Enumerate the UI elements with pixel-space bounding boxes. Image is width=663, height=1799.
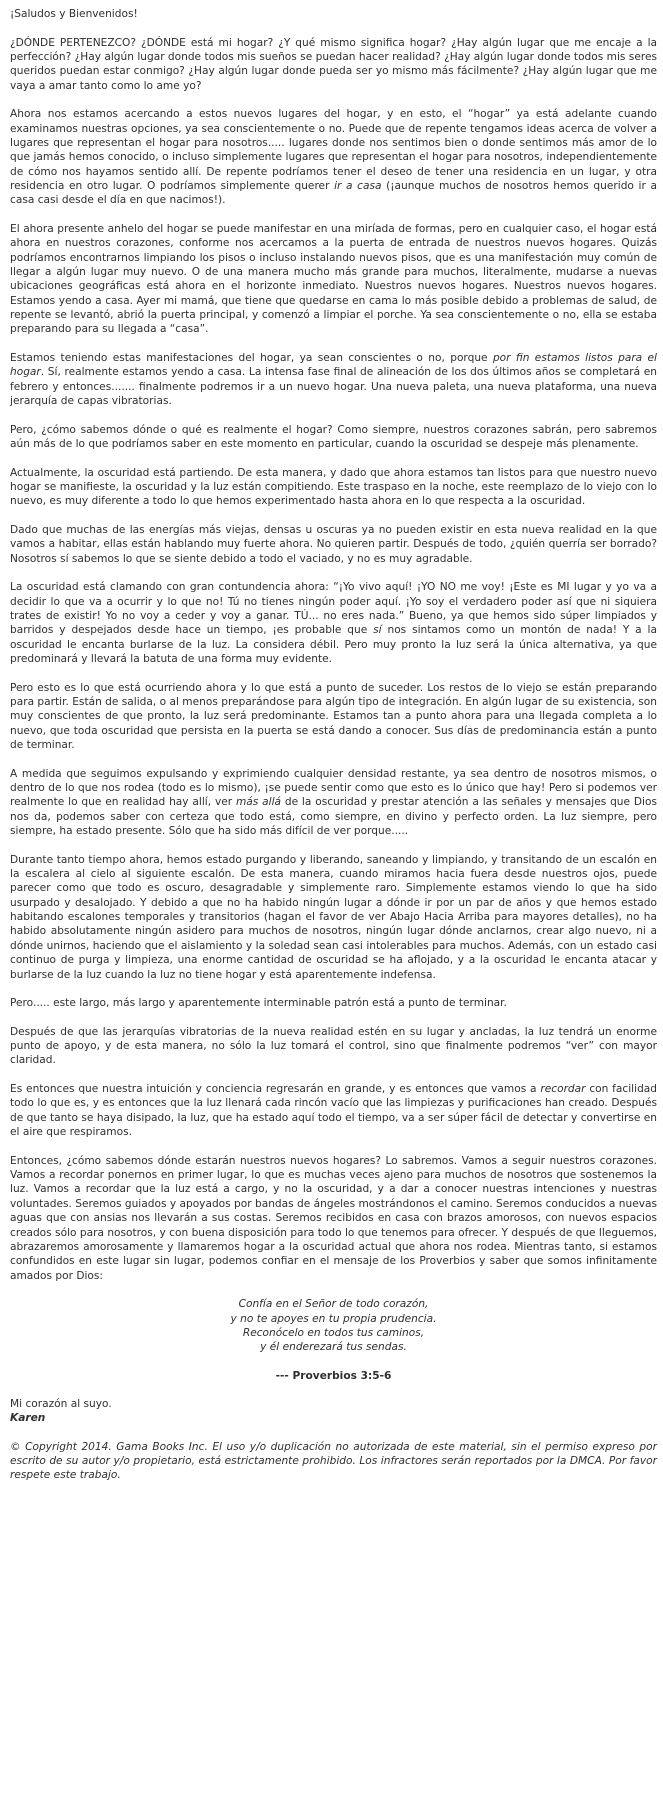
paragraph-15: Entonces, ¿cómo sabemos dónde estarán nuestros nuevos hogares? Lo sabremos. Vamos a seguir nuestros corazones. Vamos a recordar ponernos en primer lugar, lo que es muchas veces ajeno para muchos de nosotros que sostenemos la luz. Vamos a recordar que la luz está a cargo, y no la oscuridad, y a dar a conocer nuestras intenciones y nuestras voluntades. Seremos guiados y apoyados por bandas de ángeles mostrándonos el camino. Seremos conducidos a nuevas aguas que con ansias nos llevarán a sus costas. Seremos recibidos en casa con brazos amorosos, con nuevos espacios creados sólo para nosotros, y con buena disposición para todo lo que tenemos para ofrecer. Y después de que lleguemos, abrazaremos amorosamente y llamaremos hogar a la oscuridad actual que ahora nos rodea. Mientras tanto, si estamos confundidos en este lugar sin lugar, podemos confiar en el mensaje de los Proverbios y saber que somos infinitamente amados por Dios: — [10, 1154, 657, 1282]
paragraph-5: Pero, ¿cómo sabemos dónde o qué es realmente el hogar? Como siempre, nuestros corazones sabrán, pero sabremos aún más de lo que podríamos saber en este momento en particular, cuando la oscuridad se despeje más plenamente. — [10, 423, 657, 451]
paragraph-7: Dado que muchas de las energías más viejas, densas u oscuras ya no pueden existir en esta nueva realidad en la que vamos a habitar, ellas están hablando muy fuerte ahora. No quieren partir. Después de todo, ¿quién querría ser borrado? Nosotros sí sabemos lo que se siente debido a todo el vaciado, y no es muy agradable. — [10, 524, 657, 565]
paragraph-14: Es entonces que nuestra intuición y conciencia regresarán en grande, y es entonces que vamos a recordar con facilidad todo lo que es, y es entonces que la luz llenará cada rincón vacío que las limpiezas y purificaciones han creado. Después de que tanto se haya disipado, la luz, que ha estado aquí todo el tiempo, va a ser súper fácil de detectar y convertirse en el aire que respiramos. — [10, 1083, 658, 1139]
paragraph-6: Actualmente, la oscuridad está partiendo. De esta manera, y dado que ahora estamos tan listos para que nuestro nuevo hogar se manifieste, la oscuridad y la luz están compitiendo. Este traspaso en la noche, este reemplazo de lo viejo con lo nuevo, es muy diferente a todo lo que hemos experimentado hasta ahora en lo que respecta a la oscuridad. — [10, 466, 657, 508]
quote-line: y él enderezará tus sendas. — [260, 1341, 407, 1354]
emphasis: recordar — [540, 1083, 586, 1096]
emphasis: ir a casa — [334, 180, 382, 193]
bible-quote — [10, 1297, 657, 1354]
paragraph-1: ¿DÓNDE PERTENEZCO? ¿DÓNDE está mi hogar? ¿Y qué mismo significa hogar? ¿Hay algún lugar que me encaje a la perfección? ¿Hay algún lugar donde todos mis sueños se puedan hacer realidad? ¿Hay algún lugar donde todos mis seres queridos puedan estar conmigo? ¿Hay algún lugar donde pueda ser yo mismo más fácilmente? ¿Hay algún lugar que me vaya a amar tanto como lo ame yo? — [10, 36, 657, 92]
emphasis: más allá — [235, 796, 281, 809]
quote-reference: --- Proverbios 3:5-6 — [275, 1369, 392, 1382]
paragraph-10: A medida que seguimos expulsando y exprimiendo cualquier densidad restante, ya sea dentro de nosotros mismos, o dentro de lo que nos rodea (todo es lo mismo), ¡se puede sentir como que esto es lo único que hay! Pero si podemos ver realmente lo que en realidad hay allí, ver más allá de la oscuridad y prestar atención a las señales y mensajes que Dios nos da, podemos saber con certeza que todo está, como siempre, en divino y perfecto orden. La luz siempre, pero siempre, ha estado presente. Sólo que ha sido más difícil de ver porque..... — [10, 767, 657, 838]
closing-line: Mi corazón al suyo. — [10, 1397, 112, 1410]
author-name: Karen — [10, 1412, 46, 1425]
quote-line: Confía en el Señor de todo corazón, — [238, 1298, 429, 1311]
paragraph-11: Durante tanto tiempo ahora, hemos estado purgando y liberando, saneando y limpiando, y transitando de un escalón en la escalera al cielo al siguiente escalón. De esta manera, cuando miramos hacia fuera desde nuestros ojos, puede parecer como que todo es oscuro, desagradable y simplemente raro. Simplemente estamos viendo lo que ha sido usurpado y desalojado. Y debido a que no ha habido ningún lugar a dónde ir por un par de años y que hemos estado habitando escalones temporales y transitorios (hagan el favor de ver Abajo Hacia Arriba para mayores detalles), no ha habido absolutamente ningún asidero para muchos de nosotros, ningún lugar dónde anclarnos, crear algo nuevo, ni a dónde unirnos, haciendo que el aislamiento y la soledad sean casi intolerables para muchos. Además, con un estado casi continuo de purga y limpieza, una enorme cantidad de oscuridad se ha aflojado, y a la oscuridad le encanta atacar y burlarse de la luz cuando la luz no tiene hogar y está aparentemente indefensa. — [10, 853, 657, 981]
quote-line: Reconócelo en todos tus caminos, — [242, 1326, 425, 1339]
copyright-notice: © Copyright 2014. Gama Books Inc. El uso y/o duplicación no autorizada de este material, sin el permiso expreso por escrito de su autor y/o propietario, está estrictamente prohibido. Los infractores serán reportados por la DMCA. Por favor respete este trabajo. — [10, 1440, 657, 1482]
paragraph-8: La oscuridad está clamando con gran contundencia ahora: “¡Yo vivo aquí! ¡YO NO me voy! ¡Este es MI lugar y yo va a decidir lo que va a ocurrir y lo que no! Tú no tienes ningún poder aquí. ¡Yo soy el verdadero poder así que ni siquiera trates de existir! Yo no voy a ceder y voy a ganar. TÚ... no eres nada.” Bueno, ya que hemos sido súper limpiados y barridos y despejados desde hace un tiempo, ¡es probable que sí nos sintamos como un montón de nada! Y a la oscuridad le encanta burlarse de la luz. La considera débil. Pero muy pronto la luz será la única alternativa, ya que predominará y llevará la batuta de una forma muy evidente. — [10, 581, 657, 666]
emphasis: por fin estamos listos para el hogar — [10, 352, 658, 379]
paragraph-3: El ahora presente anhelo del hogar se puede manifestar en una miríada de formas, pero en cualquier caso, el hogar está ahora en nuestros corazones, conforme nos acercamos a la puerta de entrada de nuestros nuevos hogares. Quizás podríamos encontrarnos limpiando los pisos o incluso instalando nuevos pisos, que es una manifestación muy común de llegar a algún lugar muy nuevo. O de una manera mucho más grande para muchos, literalmente, mudarse a nuevas ubicaciones geográficas está ahora en el horizonte inmediato. Nuestros nuevos hogares. Nuestros nuevos hogares. Estamos yendo a casa. Ayer mi mamá, que tiene que quedarse en cama lo más posible debido a problemas de salud, de repente se levantó, abrió la puerta principal, y comenzó a limpiar el porche. Ya sea conscientemente o no, ella se estaba preparando para su llegada a “casa”. — [10, 223, 657, 336]
paragraph-9: Pero esto es lo que está ocurriendo ahora y lo que está a punto de suceder. Los restos de lo viejo se están preparando para partir. Están de salida, o al menos preparándose para algún tipo de integración. En algún lugar de su existencia, son muy conscientes de que pronto, la luz será predominante. Estamos tan a punto ahora para una llegada completa a lo nuevo, que toda oscuridad que persista en la puerta se está dando a conocer. Sus días de predominancia están a punto de terminar. — [10, 681, 657, 752]
signature — [10, 1397, 657, 1426]
quote-line: y no te apoyes en tu propia prudencia. — [230, 1312, 437, 1325]
greeting: ¡Saludos y Bienvenidos! — [10, 8, 138, 20]
emphasis: sí — [373, 624, 382, 637]
paragraph-13: Después de que las jerarquías vibratorias de la nueva realidad estén en su lugar y ancladas, la luz tendrá un enorme punto de apoyo, y de esta manera, no sólo la luz tomará el control, sino que finalmente podremos “ver” con mayor claridad. — [10, 1025, 657, 1067]
paragraph-2: Ahora nos estamos acercando a estos nuevos lugares del hogar, y en esto, el “hogar” ya está adelante cuando examinamos nuestras opciones, ya sea conscientemente o no. Puede que de repente tengamos ideas acerca de volver a lugares que representan el hogar para nosotros..... lugares donde nos sentimos bien o donde sentimos más amor de lo que jamás hemos conocido, o incluso simplemente lugares que representan el hogar para nosotros, independientemente de cómo nos hayamos sentido allí. De repente podríamos tener el deseo de tener una residencia en un lugar, y otra residencia en otro lugar. O podríamos simplemente querer ir a casa (¡aunque muchos de nosotros hemos querido ir a casa casi desde el día en que nacimos!). — [10, 108, 657, 207]
paragraph-12: Pero..... este largo, más largo y aparentemente interminable patrón está a punto de terminar. — [10, 997, 507, 1010]
paragraph-4: Estamos teniendo estas manifestaciones del hogar, ya sean conscientes o no, porque por fin estamos listos para el hogar. Sí, realmente estamos yendo a casa. La intensa fase final de alineación de los dos últimos años se completará en febrero y entonces....... finalmente podremos ir a un nuevo hogar. Una nueva paleta, una nueva plataforma, una nueva jerarquía de capas vibratorias. — [10, 352, 658, 408]
